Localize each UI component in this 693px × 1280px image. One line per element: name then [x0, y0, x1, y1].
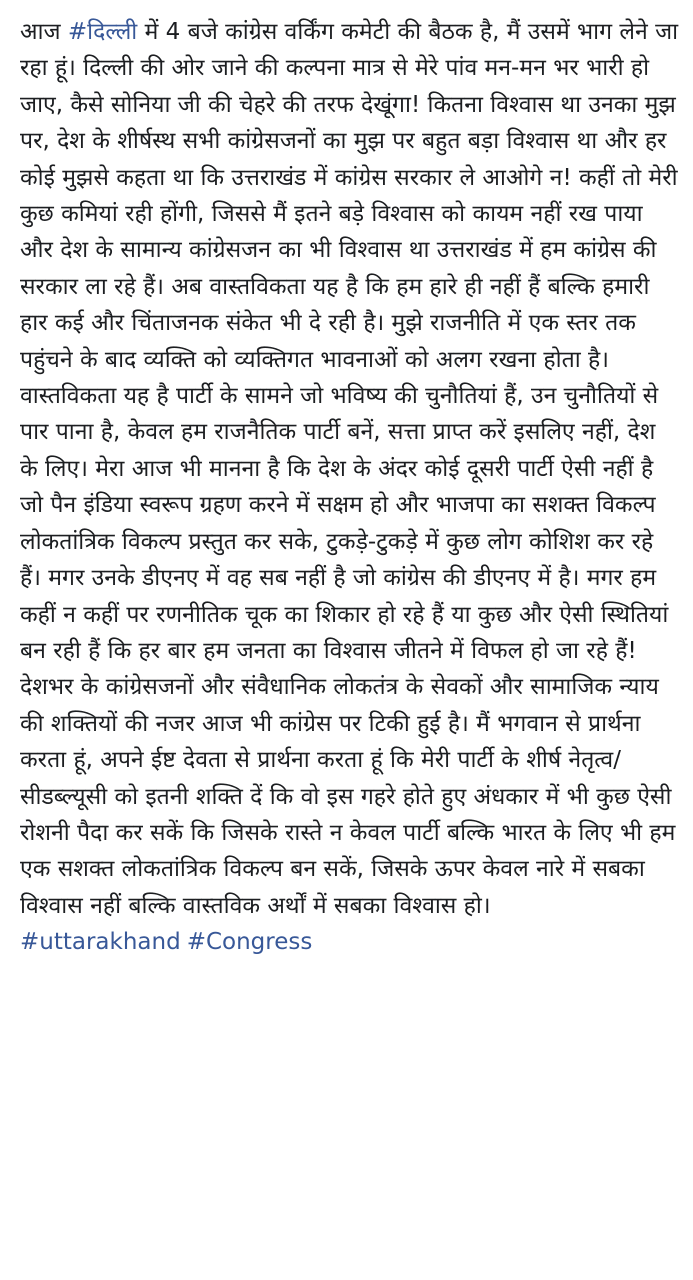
hashtag-uttarakhand-link[interactable]: #uttarakhand: [20, 929, 181, 956]
post-text: [20, 14, 679, 924]
hashtag-delhi-link[interactable]: #दिल्ली: [67, 19, 138, 45]
post-paragraph-1: में 4 बजे कांग्रेस वर्किंग कमेटी की बैठक है, मैं उसमें भाग लेने जा रहा हूं। दिल्ली की ओर जाने की कल्पना मात्र से मेरे पांव मन-मन भर भारी हो जाए, कैसे सोनिया जी की चेहरे की तरफ देखूंगा! कितना विश्वास था उनका मुझ पर, देश के शीर्षस्थ सभी कांग्रेसजनों का मुझ पर बहुत बड़ा विश्वास था और हर कोई मुझसे कहता था कि उत्तराखंड में कांग्रेस सरकार ले आओगे न! कहीं तो मेरी कुछ कमियां रही होंगी, जिससे मैं इतने बड़े विश्वास को कायम नहीं रख पाया और देश के सामान्य कांग्रेसजन का भी विश्वास था उत्तराखंड में हम कांग्रेस की सरकार ला रहे हैं। अब वास्तविकता यह है कि हम हारे ही नहीं हैं बल्कि हमारी हार कई और चिंताजनक संकेत भी दे रही है। मुझे राजनीति में एक स्तर तक पहुंचने के बाद व्यक्ति को व्यक्तिगत भावनाओं को अलग रखना होता है।: [20, 19, 679, 373]
hashtag-row: [20, 924, 679, 960]
post-paragraph-2: वास्तविकता यह है पार्टी के सामने जो भविष्य की चुनौतियां हैं, उन चुनौतियों से पार पाना है, केवल हम राजनैतिक पार्टी बनें, सत्ता प्राप्त करें इसलिए नहीं, देश के लिए। मेरा आज भी मानना है कि देश के अंदर कोई दूसरी पार्टी ऐसी नहीं है जो पैन इंडिया स्वरूप ग्रहण करने में सक्षम हो और भाजपा का सशक्त विकल्प लोकतांत्रिक विकल्प प्रस्तुत कर सके, टुकड़े-टुकड़े में कुछ लोग कोशिश कर रहे हैं। मगर उनके डीएनए में वह सब नहीं है जो कांग्रेस की डीएनए में है। मगर हम कहीं न कहीं पर रणनीतिक चूक का शिकार हो रहे हैं या कुछ और ऐसी स्थितियां बन रही हैं कि हर बार हम जनता का विश्वास जीतने में विफल हो जा रहे हैं! देशभर के कांग्रेसजनों और संवैधानिक लोकतंत्र के सेवकों और सामाजिक न्याय की शक्तियों की नजर आज भी कांग्रेस पर टिकी हुई है। मैं भगवान से प्रार्थना करता हूं, अपने ईष्ट देवता से प्रार्थना करता हूं कि मेरी पार्टी के शीर्ष नेतृत्व/सीडब्ल्यूसी को इतनी शक्ति दें कि वो इस गहरे होते हुए अंधकार में भी कुछ ऐसी रोशनी पैदा कर सकें कि जिसके रास्ते न केवल पार्टी बल्कि भारत के लिए भी हम एक सशक्त लोकतांत्रिक विकल्प बन सकें, जिसके ऊपर केवल नारे में सबका विश्वास नहीं बल्कि वास्तविक अर्थों में सबका विश्वास हो।: [20, 383, 676, 919]
post-opening: आज: [20, 19, 68, 45]
hashtag-congress-link[interactable]: #Congress: [186, 929, 313, 956]
